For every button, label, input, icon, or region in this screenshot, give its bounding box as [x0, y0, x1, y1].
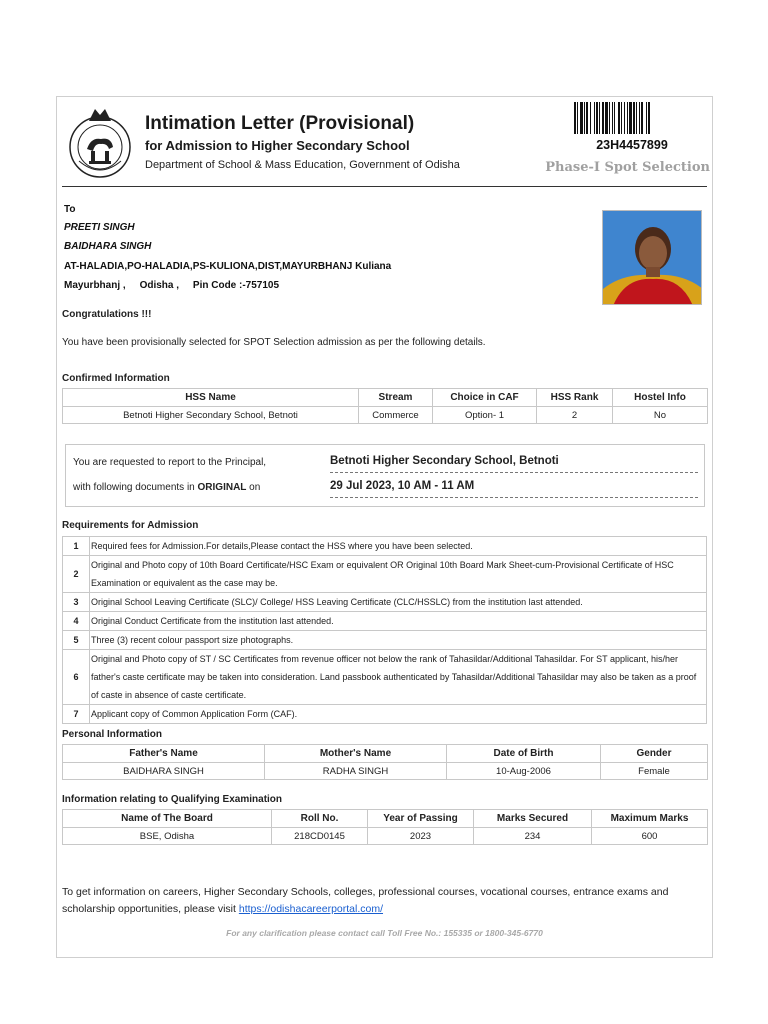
table-cell: 234: [474, 828, 592, 845]
table-header: Maximum Marks: [592, 810, 708, 828]
requirement-number: 5: [63, 631, 90, 650]
table-header: Marks Secured: [474, 810, 592, 828]
table-cell: 2023: [368, 828, 474, 845]
candidate-photo: [602, 210, 702, 305]
requirement-text: Original and Photo copy of ST / SC Certificates from revenue officer not below the rank of Tahasildar/Additional Tahasildar. For ST applicant, his/her father's caste certificate may be taken into consideration. Land passbook authenticated by Tahasildar/Additional Tahasildar may also be taken as a proof of caste in absence of caste certificate.: [90, 650, 707, 705]
table-header: Roll No.: [272, 810, 368, 828]
personal-info-title: Personal Information: [62, 729, 163, 740]
table-row: [63, 593, 707, 612]
requirement-number: 1: [63, 537, 90, 556]
table-cell: BAIDHARA SINGH: [63, 763, 265, 780]
table-cell: 600: [592, 828, 708, 845]
table-header: Stream: [359, 389, 433, 407]
table-cell: BSE, Odisha: [63, 828, 272, 845]
table-cell: Betnoti Higher Secondary School, Betnoti: [63, 407, 359, 424]
table-header: Choice in CAF: [433, 389, 537, 407]
table-cell: RADHA SINGH: [265, 763, 447, 780]
table-header: Father's Name: [63, 745, 265, 763]
table-row: [63, 631, 707, 650]
guardian-name: BAIDHARA SINGH: [64, 241, 152, 252]
table-header: Gender: [601, 745, 708, 763]
table-header: HSS Name: [63, 389, 359, 407]
address-line-2: Mayurbhanj , Odisha , Pin Code :-757105: [64, 280, 280, 291]
congratulations-text: Congratulations !!!: [62, 309, 152, 320]
table-row: [63, 763, 708, 780]
qualifying-info-table: [62, 809, 708, 845]
report-divider: [330, 497, 698, 498]
requirements-title: Requirements for Admission: [62, 520, 199, 531]
table-cell: 218CD0145: [272, 828, 368, 845]
qualifying-info-title: Information relating to Qualifying Examination: [62, 794, 283, 805]
table-row: [63, 612, 707, 631]
report-instruction-line2: [73, 482, 260, 493]
table-header: Year of Passing: [368, 810, 474, 828]
requirement-text: Applicant copy of Common Application Form (CAF).: [90, 705, 707, 724]
barcode-icon: [574, 102, 690, 134]
confirmed-info-table: [62, 388, 708, 424]
report-suffix: on: [246, 482, 261, 493]
table-cell: 10-Aug-2006: [447, 763, 601, 780]
table-row: [63, 705, 707, 724]
letter-subtitle: for Admission to Higher Secondary School: [145, 138, 410, 153]
report-instruction-line1: You are requested to report to the Principal,: [73, 457, 267, 468]
table-cell: 2: [537, 407, 613, 424]
header-divider: [62, 186, 707, 187]
odisha-emblem-icon: [65, 103, 135, 183]
letter-title: Intimation Letter (Provisional): [145, 113, 415, 134]
table-row: [63, 828, 708, 845]
table-row: [63, 407, 708, 424]
table-header-row: [63, 745, 708, 763]
report-original: ORIGINAL: [197, 482, 247, 493]
report-prefix: with following documents in: [73, 482, 198, 493]
report-datetime: 29 Jul 2023, 10 AM - 11 AM: [330, 480, 475, 492]
table-cell: No: [613, 407, 708, 424]
report-divider: [330, 472, 698, 473]
table-header: Date of Birth: [447, 745, 601, 763]
candidate-name: PREETI SINGH: [64, 222, 135, 233]
career-info-text: To get information on careers, Higher Secondary Schools, colleges, professional courses, vocational courses, entrance exams and scholarship opportunities, please visit: [62, 886, 669, 915]
requirement-text: Original and Photo copy of 10th Board Certificate/HSC Exam or equivalent OR Original 10th Board Mark Sheet-cum-Provisional Certificate of HSC Examination or equivalent as the case may be.: [90, 556, 707, 593]
requirement-text: Original School Leaving Certificate (SLC)/ College/ HSS Leaving Certificate (CLC/HSSLC) from the institution last attended.: [90, 593, 707, 612]
table-row: [63, 537, 707, 556]
table-header: HSS Rank: [537, 389, 613, 407]
table-row: [63, 556, 707, 593]
career-portal-link[interactable]: https://odishacareerportal.com/: [238, 903, 384, 915]
phase-label: Phase-I Spot Selection: [545, 160, 710, 175]
report-school: Betnoti Higher Secondary School, Betnoti: [330, 455, 559, 467]
table-header: Hostel Info: [613, 389, 708, 407]
requirement-text: Three (3) recent colour passport size photographs.: [90, 631, 707, 650]
requirement-number: 4: [63, 612, 90, 631]
career-portal-info: [62, 884, 702, 918]
requirement-number: 3: [63, 593, 90, 612]
table-cell: Option- 1: [433, 407, 537, 424]
application-number: 23H4457899: [596, 138, 668, 152]
requirement-number: 7: [63, 705, 90, 724]
requirements-table: [62, 536, 707, 724]
requirement-number: 2: [63, 556, 90, 593]
tollfree-note: For any clarification please contact call Toll Free No.: 155335 or 1800-345-6770: [226, 928, 543, 938]
table-header-row: [63, 389, 708, 407]
table-header: Name of The Board: [63, 810, 272, 828]
address-line-1: AT-HALADIA,PO-HALADIA,PS-KULIONA,DIST,MAYURBHANJ Kuliana: [64, 261, 392, 272]
table-cell: Commerce: [359, 407, 433, 424]
table-header: Mother's Name: [265, 745, 447, 763]
table-header-row: [63, 810, 708, 828]
requirement-text: Original Conduct Certificate from the institution last attended.: [90, 612, 707, 631]
requirement-number: 6: [63, 650, 90, 705]
personal-info-table: [62, 744, 708, 780]
table-row: [63, 650, 707, 705]
department-name: Department of School & Mass Education, Government of Odisha: [145, 159, 460, 171]
selection-message: You have been provisionally selected for SPOT Selection admission as per the following details.: [62, 337, 486, 348]
requirement-text: Required fees for Admission.For details,Please contact the HSS where you have been selected.: [90, 537, 707, 556]
address-to: To: [64, 204, 76, 215]
confirmed-info-title: Confirmed Information: [62, 373, 170, 384]
table-cell: Female: [601, 763, 708, 780]
